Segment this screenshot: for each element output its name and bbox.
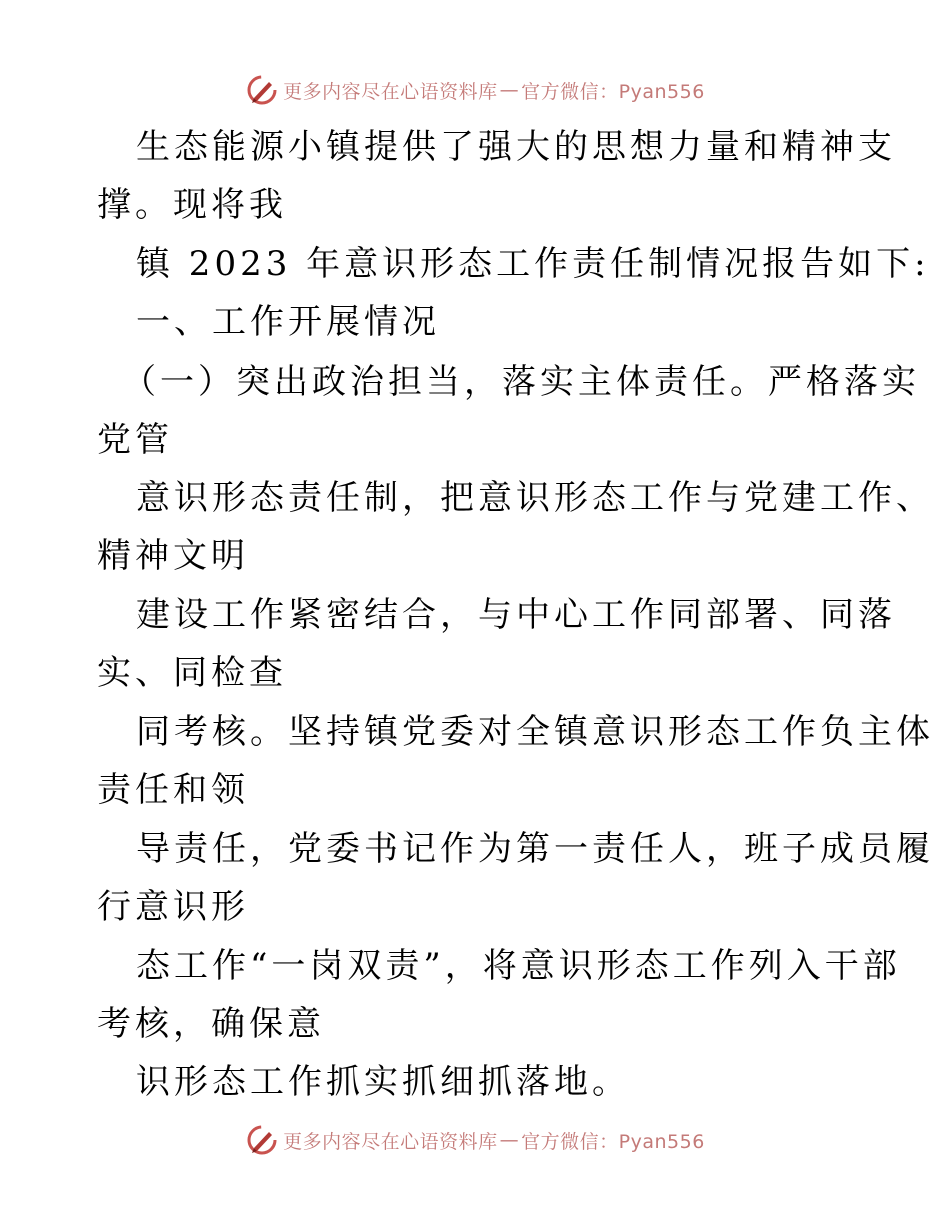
body-line-9: 建设工作紧密结合，与中心工作同部署、同落 — [136, 595, 896, 635]
body-line-11: 同考核。坚持镇党委对全镇意识形态工作负主体 — [136, 712, 934, 752]
body-line-16: 考核，确保意 — [97, 1004, 325, 1044]
banner-dash: — — [499, 1129, 520, 1151]
body-line-1: 生态能源小镇提供了强大的思想力量和精神支 — [136, 127, 896, 167]
body-line-13: 导责任，党委书记作为第一责任人，班子成员履 — [136, 829, 934, 869]
banner-site-text: 更多内容尽在心语资料库 — [283, 80, 498, 103]
banner-contact-text: 官方微信：Pyan556 — [521, 1130, 705, 1153]
body-line-3: 镇 2023 年意识形态工作责任制情况报告如下: — [136, 244, 930, 284]
banner-contact-text: 官方微信：Pyan556 — [521, 80, 705, 103]
pen-swirl-logo-icon — [245, 1123, 279, 1157]
body-line-14: 行意识形 — [97, 887, 249, 927]
body-line-17: 识形态工作抓实抓细抓落地。 — [136, 1062, 630, 1102]
banner-site-text: 更多内容尽在心语资料库 — [283, 1130, 498, 1153]
body-line-6: 党管 — [97, 420, 173, 460]
body-line-5: （一）突出政治担当，落实主体责任。严格落实 — [122, 362, 920, 402]
body-line-15: 态工作“一岗双责”，将意识形态工作列入干部 — [136, 946, 901, 986]
body-line-10: 实、同检查 — [97, 653, 287, 693]
body-line-8: 精神文明 — [97, 536, 249, 576]
body-line-2: 撑。现将我 — [97, 185, 287, 225]
pen-swirl-logo-icon — [245, 73, 279, 107]
header-banner — [0, 70, 950, 110]
section-heading: 一、工作开展情况 — [136, 302, 440, 342]
body-line-12: 责任和领 — [97, 770, 249, 810]
banner-dash: — — [499, 79, 520, 101]
footer-banner — [0, 1120, 950, 1160]
body-line-7: 意识形态责任制，把意识形态工作与党建工作、 — [136, 478, 934, 518]
